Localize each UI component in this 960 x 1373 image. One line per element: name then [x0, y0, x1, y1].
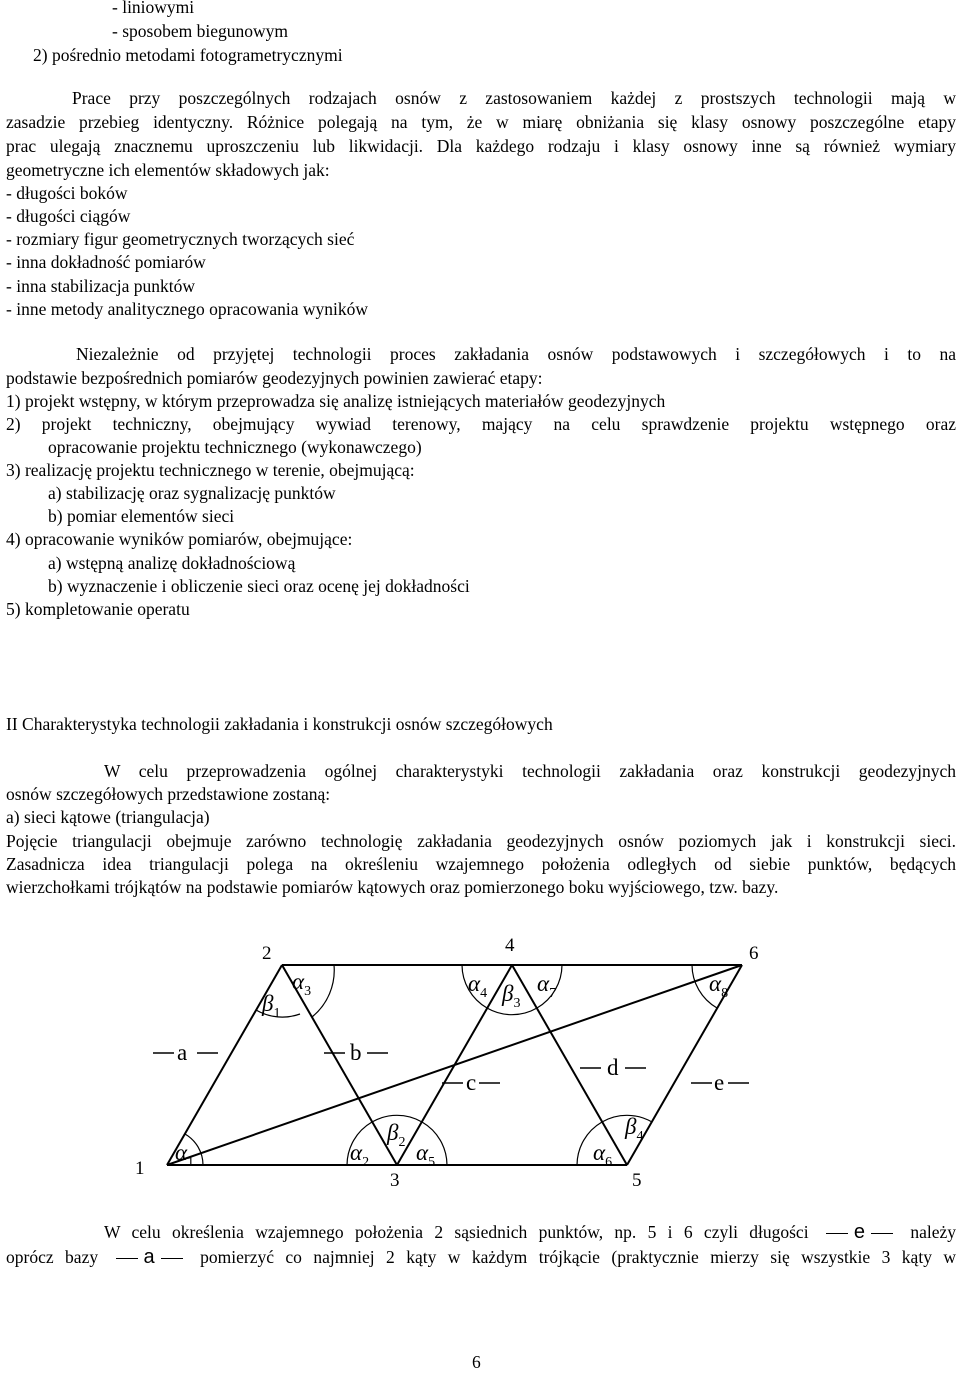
angle-arc-alpha3 [312, 965, 334, 1017]
stage-5: 5) kompletowanie operatu [6, 599, 190, 619]
side-label-e: e [714, 1070, 725, 1095]
paragraph-2-line-1: Niezależnie od przyjętej technologii proces zakładania osnów podstawowych i szczegółowych i to na [76, 344, 956, 364]
triangulation-line-2: Zasadnicza idea triangulacji polega na określeniu wzajemnego położenia odległych od siebie punktów, będących [6, 854, 956, 874]
side-a-inline: a [110, 1247, 189, 1267]
section-2-para-line-1: W celu przeprowadzenia ogólnej charakterystyki technologii zakładania oraz konstrukcji geodezyjnych [104, 761, 956, 781]
side-label-d: d [607, 1055, 619, 1080]
stage-3b: b) pomiar elementów sieci [48, 506, 235, 526]
list-item: - inna stabilizacja punktów [6, 276, 196, 296]
list-item-photogrammetric: 2) pośrednio metodami fotogrametrycznymi [33, 45, 343, 65]
paragraph-1-line-2: zasadzie przebieg identyczny. Różnice polegają na tym, że w miarę obniżania się klasy osnowy poszczególne etapy [6, 112, 956, 132]
paragraph-2-line-2: podstawie bezpośrednich pomiarów geodezyjnych powinien zawierać etapy: [6, 368, 543, 388]
network-edge-2-3 [282, 965, 397, 1165]
angle-alpha3: $\alpha_3$ [292, 969, 312, 999]
bottom-line-1-start: W celu określenia wzajemnego położenia 2 sąsiednich punktów, np. 5 i 6 czyli długości [104, 1222, 809, 1242]
list-item: - inne metody analitycznego opracowania wyników [6, 299, 369, 319]
section-2-para-line-2: osnów szczegółowych przedstawione zostaną: [6, 784, 331, 804]
paragraph-1-line-4: geometryczne ich elementów składowych jak: [6, 160, 330, 180]
stage-4b: b) wyznaczenie i obliczenie sieci oraz ocenę jej dokładności [48, 576, 470, 596]
triangulation-line-3: wierzchołkami trójkątów na podstawie pomiarów kątowych oraz pomierzonego boku wyjściowego, tzw. bazy. [6, 877, 779, 897]
section-heading: II Charakterystyka technologii zakładania i konstrukcji osnów szczegółowych [6, 714, 553, 734]
list-item: - rozmiary figur geometrycznych tworzących sieć [6, 229, 355, 249]
point-label-1: 1 [135, 1158, 145, 1179]
section-2-item-a: a) sieci kątowe (triangulacja) [6, 807, 210, 827]
stage-2-continued: opracowanie projektu technicznego (wykonawczego) [48, 437, 422, 457]
bottom-line-2-start: oprócz bazy [6, 1247, 99, 1267]
bottom-line-2 [6, 1246, 956, 1268]
angle-beta3: $\beta_3$ [502, 981, 521, 1011]
bottom-line-2-end: pomierzyć co najmniej 2 kąty w każdym trójkącie (praktycznie mierzy się wszystkie 3 kąty w [200, 1247, 957, 1267]
angle-alpha2: $\alpha_2$ [350, 1140, 370, 1170]
angle-beta1: $\beta_1$ [262, 991, 281, 1021]
triangulation-line-1: Pojęcie triangulacji obejmuje zarówno technologię zakładania geodezyjnych osnów poziomych jak i konstrukcji sieci. [6, 831, 956, 851]
angle-arc-beta3 [487, 1008, 537, 1015]
point-label-2: 2 [262, 943, 272, 964]
point-label-3: 3 [390, 1170, 400, 1191]
angle-alpha5: $\alpha_5$ [416, 1140, 436, 1170]
list-item-linear: - liniowymi [112, 0, 195, 17]
stage-4: 4) opracowanie wyników pomiarów, obejmujące: [6, 529, 353, 549]
side-label-a: a [177, 1040, 188, 1065]
stage-1: 1) projekt wstępny, w którym przeprowadza się analizę istniejących materiałów geodezyjnych [6, 391, 666, 411]
angle-alpha7: $\alpha_7$ [537, 971, 557, 1001]
bottom-line-1-end: należy [910, 1222, 957, 1242]
network-diagonal [167, 965, 742, 1165]
angle-beta2: $\beta_2$ [387, 1120, 406, 1150]
point-label-4: 4 [505, 935, 515, 956]
angle-alpha6: $\alpha_6$ [593, 1140, 613, 1170]
side-e-inline: e [820, 1222, 899, 1242]
list-item: - inna dokładność pomiarów [6, 252, 206, 272]
angle-alpha8: $\alpha_8$ [709, 971, 729, 1001]
point-label-6: 6 [749, 943, 759, 964]
angle-beta4: $\beta_4$ [625, 1114, 644, 1144]
stage-3a: a) stabilizację oraz sygnalizację punktów [48, 483, 336, 503]
angle-alpha4: $\alpha_4$ [468, 971, 488, 1001]
paragraph-1-line-1: Prace przy poszczególnych rodzajach osnów z zastosowaniem każdej z prostszych technologii mają w [72, 88, 956, 108]
paragraph-1-line-3: prac ulegają znacznemu uproszczeniu lub likwidacji. Dla każdego rodzaju i klasy osnowy inne są również wymiary [6, 136, 956, 156]
list-item: - długości boków [6, 183, 128, 203]
side-label-c: c [466, 1070, 477, 1095]
stage-4a: a) wstępną analizę dokładnościową [48, 553, 296, 573]
point-label-5: 5 [632, 1170, 642, 1191]
stage-2: 2) projekt techniczny, obejmujący wywiad terenowy, mający na celu sprawdzenie projektu wstępnego oraz [6, 414, 956, 434]
list-item: - długości ciągów [6, 206, 131, 226]
angle-alpha1: $\alpha_1$ [175, 1140, 195, 1170]
bottom-line-1 [104, 1221, 956, 1243]
page-number: 6 [472, 1352, 481, 1372]
list-item-polar: - sposobem biegunowym [112, 21, 288, 41]
side-label-b: b [350, 1040, 362, 1065]
stage-3: 3) realizację projektu technicznego w terenie, obejmującą: [6, 460, 415, 480]
